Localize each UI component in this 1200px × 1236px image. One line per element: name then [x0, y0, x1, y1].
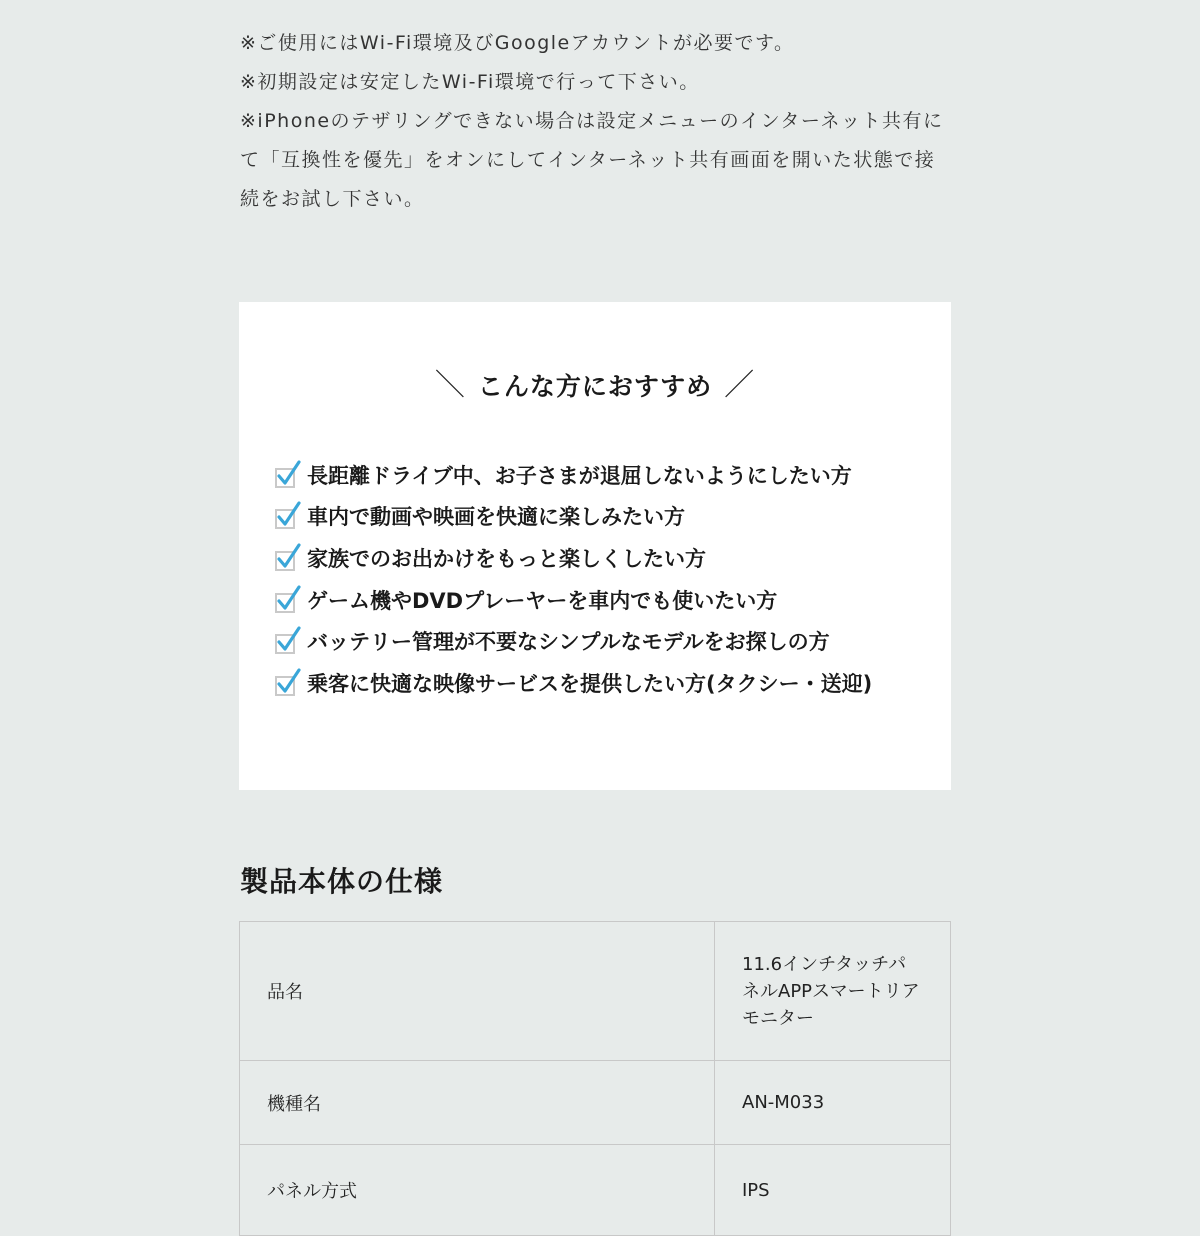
recommend-title: こんな方におすすめ: [477, 372, 713, 401]
spec-label-panel-type: パネル方式: [240, 1145, 715, 1236]
recommend-item: [275, 662, 872, 704]
recommend-item-label: 長距離ドライブ中、お子さまが退屈しないようにしたい方: [307, 463, 852, 488]
note-iphone: ※iPhoneのテザリングできない場合は設定メニューのインターネット共有にて「互換性を優先」をオンにしてインターネット共有画面を開いた状態で接続をお試し下さい。: [240, 110, 944, 210]
recommend-list: [275, 454, 872, 704]
checkbox-checked-icon: [275, 626, 301, 656]
recommend-item: [275, 579, 872, 621]
checkbox-checked-icon: [275, 668, 301, 698]
note-wifi: ※ご使用にはWi-Fi環境及びGoogleアカウントが必要です。: [240, 32, 795, 54]
note-setup: ※初期設定は安定したWi-Fi環境で行って下さい。: [240, 71, 700, 93]
recommend-item: [275, 496, 872, 538]
spec-label-product-name: 品名: [240, 922, 715, 1061]
recommend-item-label: 乗客に快適な映像サービスを提供したい方(タクシー・送迎): [307, 671, 873, 696]
spec-value-model: AN-M033: [715, 1061, 951, 1145]
spec-heading: 製品本体の仕様: [240, 865, 444, 898]
recommend-item: [275, 454, 872, 496]
table-row: [240, 1145, 951, 1236]
checkbox-checked-icon: [275, 460, 301, 490]
recommend-heading: [239, 360, 951, 404]
table-row: [240, 1061, 951, 1145]
table-row: [240, 922, 951, 1061]
spec-label-model: 機種名: [240, 1061, 715, 1145]
recommend-item-label: バッテリー管理が不要なシンプルなモデルをお探しの方: [307, 630, 830, 655]
recommend-item-label: 家族でのお出かけをもっと楽しくしたい方: [307, 546, 706, 571]
recommend-box: [239, 302, 951, 790]
recommend-item-label: 車内で動画や映画を快適に楽しみたい方: [307, 505, 685, 530]
recommend-item: [275, 537, 872, 579]
slash-left-decoration: ＼: [434, 368, 466, 403]
recommend-item-label: ゲーム機やDVDプレーヤーを車内でも使いたい方: [307, 588, 778, 613]
checkbox-checked-icon: [275, 543, 301, 573]
spec-value-panel-type: IPS: [715, 1145, 951, 1236]
checkbox-checked-icon: [275, 585, 301, 615]
spec-value-product-name: 11.6インチタッチパネルAPPスマートリアモニター: [715, 922, 951, 1061]
slash-right-decoration: ／: [724, 368, 756, 403]
checkbox-checked-icon: [275, 501, 301, 531]
recommend-item: [275, 620, 872, 662]
spec-table: [239, 921, 951, 1236]
notes-section: [240, 24, 950, 219]
